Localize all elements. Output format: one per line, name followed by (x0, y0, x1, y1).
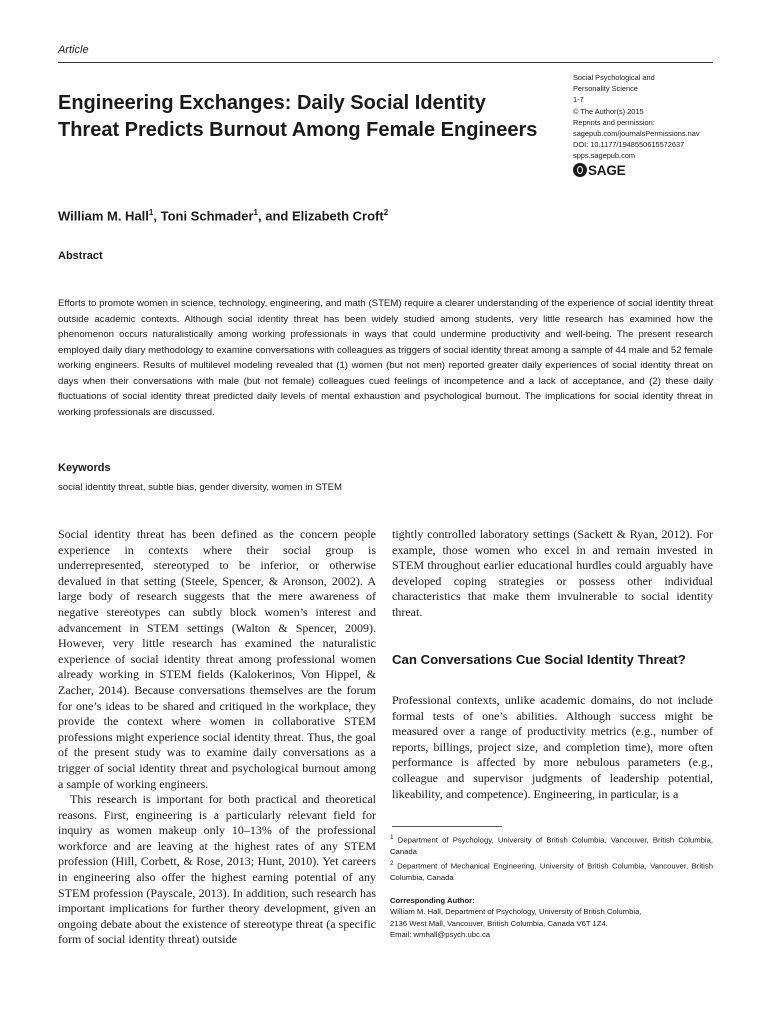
corresponding-line: 2136 West Mall, Vancouver, British Columbia, Canada V6T 1Z4. (390, 918, 608, 928)
section-heading: Can Conversations Cue Social Identity Threat? (392, 652, 686, 667)
journal-line: Personality Science (573, 84, 638, 94)
sage-logo (573, 162, 625, 178)
body-paragraph: Professional contexts, unlike academic domains, do not include formal tests of one’s abilities. Although success might be measured over a range of productivity metrics (e.g., number of reports, billings, project size, and completion time), more often performance is affected by more nebulous parameters (e.g., colleague and supervisor judgments of leadership potential, likeability, and competence). Engineering, in particular, is a (392, 693, 713, 801)
affil-number: 2 (390, 859, 394, 867)
body-paragraph: Social identity threat has been defined as the concern people experience in contexts where their social group is underrepresented, stereotyped to be inferior, or otherwise devalued in that setting (Steele, Spencer, & Aronson, 2002). A large body of research suggests that the mere awareness of negative stereotypes can subtly block women’s interest and advancement in STEM settings (Walton & Spencer, 2009). However, very little research has examined the naturalistic experience of social identity threat among professional women already working in STEM fields (Kalokerinos, Von Hippel, & Zacher, 2014). Because conversations themselves are the forum for one’s ideas to be shared and critiqued in the workplace, they provide the context where women in collaborative STEM professions might experience social identity threat. Thus, the goal of the present study was to examine daily conversations as a trigger of social identity threat and psychological burnout among a sample of working engineers. (58, 527, 376, 791)
affil-number: 1 (390, 834, 394, 841)
paper-title: Engineering Exchanges: Daily Social Identity Threat Predicts Burnout Among Female Engineers (58, 92, 538, 141)
author-name: Toni Schmader (160, 208, 254, 224)
sage-logo-text: SAGE (588, 162, 626, 178)
corresponding-author-label: Corresponding Author: (390, 895, 475, 905)
author-affil: 1 (148, 208, 154, 217)
body-paragraph: tightly controlled laboratory settings (Sackett & Ryan, 2012). For example, those women who excel in and remain invested in STEM throughout earlier educational hurdles could arguably have developed coping strategies or possess other individual characteristics that make them invulnerable to social identity threat. (392, 527, 713, 619)
journal-line: Social Psychological and (573, 73, 655, 82)
author-name: Elizabeth Croft (291, 208, 384, 224)
body-right-column-top (392, 527, 713, 621)
affiliation-note (390, 832, 713, 858)
journal-line: Reprints and permission: (573, 117, 655, 127)
journal-line: © The Author(s) 2015 (573, 106, 644, 116)
article-type-label: Article (58, 44, 89, 56)
author-affil: 2 (383, 208, 389, 217)
author-name: William M. Hall (58, 208, 149, 224)
body-right-column-mid (392, 693, 713, 802)
keywords-heading: Keywords (58, 462, 111, 474)
sage-mark-icon (573, 163, 587, 177)
footnotes (390, 832, 713, 941)
corresponding-line: Email: wmhall@psych.ubc.ca (390, 930, 491, 940)
keywords-text: social identity threat, subtle bias, gender diversity, women in STEM (58, 482, 343, 493)
corresponding-line: William M. Hall, Department of Psychology, University of British Columbia, (390, 907, 642, 917)
affil-text: Department of Mechanical Engineering, University of British Columbia, Vancouver, British Columbia, Canada (390, 861, 713, 882)
author-affil: 1 (253, 208, 258, 217)
body-left-column (58, 527, 376, 948)
footnote-rule (392, 826, 502, 827)
journal-line: DOI: 10.1177/1948550615572637 (573, 140, 685, 150)
journal-line: spps.sagepub.com (573, 151, 636, 161)
abstract-heading: Abstract (58, 250, 103, 262)
abstract-text: Efforts to promote women in science, technology, engineering, and math (STEM) require a clearer understanding of the experience of social identity threat outside academic contexts. Although social identity threat has been widely studied among students, very little research has examined how the phenomenon occurs naturalistically among working professionals in ways that could undermine productivity and well-being. The present research employed daily diary methodology to examine conversations with colleagues as triggers of social identity threat among a sample of 44 male and 52 female working engineers. Results of multilevel modeling revealed that (1) women (but not men) reported greater daily experiences of social identity threat on days when their conversations with male (but not female) colleagues cued feelings of incompetence and a lack of acceptance, and (2) these daily fluctuations of social identity threat predicted daily levels of mental exhaustion and psychological burnout. The implications for social identity threat in working professionals are discussed. (58, 298, 713, 418)
journal-line: 1-7 (573, 95, 584, 105)
journal-line: sagepub.com/journalsPermissions.nav (573, 129, 700, 139)
affil-text: Department of Psychology, University of British Columbia, Vancouver, British Columbia, Canada (390, 835, 713, 857)
author-sep: , and (258, 208, 292, 224)
author-sep: , (153, 208, 161, 224)
affiliation-note (390, 858, 713, 884)
journal-info (573, 72, 723, 162)
body-paragraph: This research is important for both practical and theoretical reasons. First, engineering is a particularly relevant field for inquiry as women makeup only 10–13% of the professional workforce and are leaving at the highest rates of any STEM profession (Hill, Corbett, & Rose, 2013; Hunt, 2010). Yet careers in engineering also offer the highest earning potential of any STEM profession (Payscale, 2013). In addition, such research has important implications for further theory development, given an ongoing debate about the existence of stereotype threat (a specific form of social identity threat) outside (58, 792, 376, 947)
header-rule (58, 62, 713, 63)
author-list (58, 208, 388, 223)
